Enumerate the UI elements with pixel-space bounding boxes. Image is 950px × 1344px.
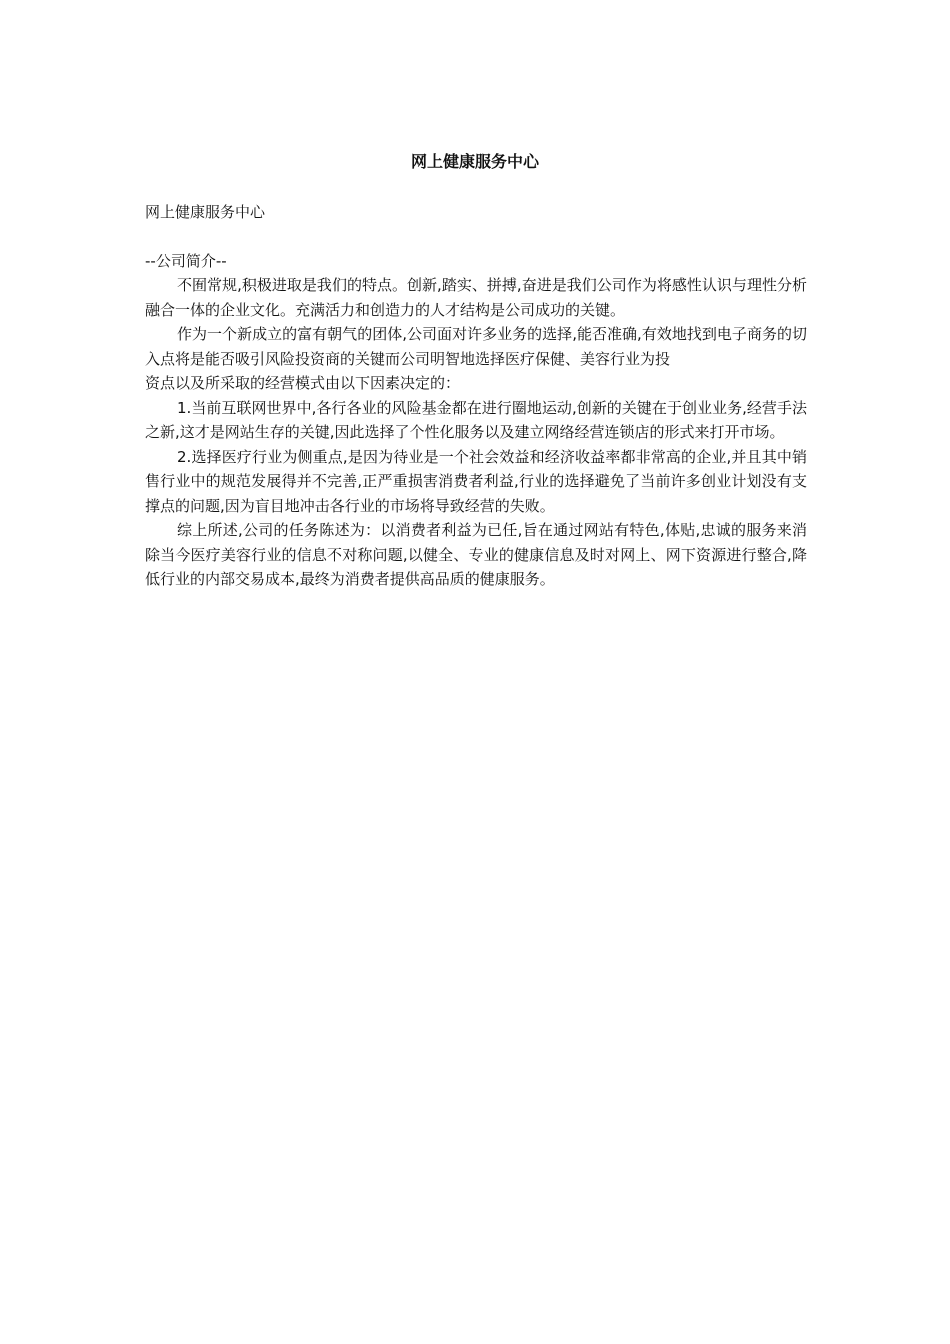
paragraph-mission: 综上所述,公司的任务陈述为：以消费者利益为已任,旨在通过网站有特色,体贴,忠诚的服务来消除当今医疗美容行业的信息不对称问题,以健全、专业的健康信息及时对网上、网下资源进行整合,降低行业的内部交易成本,最终为消费者提供高品质的健康服务。 [145, 521, 807, 588]
section-heading: --公司简介-- [145, 251, 227, 270]
document-body [145, 200, 807, 592]
document-title: 网上健康服务中心 [410, 152, 539, 171]
paragraph-intro: 不囿常规,积极进取是我们的特点。创新,踏实、拼搏,奋进是我们公司作为将感性认识与理性分析融合一体的企业文化。充满活力和创造力的人才结构是公司成功的关键。 [145, 276, 807, 319]
paragraph-reason-1: 1.当前互联网世界中,各行各业的风险基金都在进行圈地运动,创新的关键在于创业业务,经营手法之新,这才是网站生存的关键,因此选择了个性化服务以及建立网络经营连锁店的形式来打开市场。 [145, 398, 807, 441]
paragraph-positioning: 作为一个新成立的富有朝气的团体,公司面对许多业务的选择,能否准确,有效地找到电子商务的切入点将是能否吸引风险投资商的关键而公司明智地选择医疗保健、美容行业为投 [145, 325, 807, 368]
document-subtitle: 网上健康服务中心 [145, 203, 266, 221]
paragraph-positioning-continued: 资点以及所采取的经营模式由以下因素决定的： [145, 374, 461, 392]
paragraph-reason-2: 2.选择医疗行业为侧重点,是因为待业是一个社会效益和经济收益率都非常高的企业,并且其中销售行业中的规范发展得并不完善,正严重损害消费者利益,行业的选择避免了当前许多创业计划没有支撑点的问题,因为盲目地冲击各行业的市场将导致经营的失败。 [145, 447, 807, 515]
